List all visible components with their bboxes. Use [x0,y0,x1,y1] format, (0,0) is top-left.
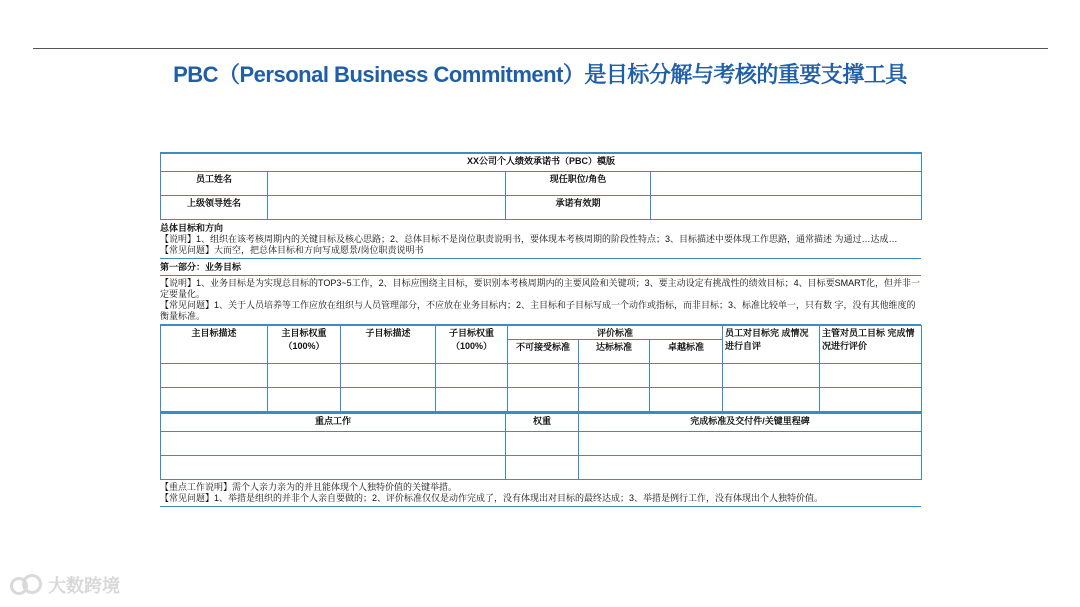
goal-cell[interactable] [650,363,723,387]
validity-field[interactable] [651,195,922,219]
goal-cell[interactable] [650,387,723,411]
part1-notes [160,276,921,325]
goal-cell[interactable] [820,387,922,411]
col-main-desc: 主目标描述 [161,325,268,363]
goal-cell[interactable] [436,363,508,387]
weight-header: 权重 [506,413,579,432]
col-eval: 评价标准 [508,325,723,339]
deliverables-header: 完成标准及交付件/关键里程碑 [579,413,922,432]
form-header-table [160,152,922,220]
overall-problem: 【常见问题】大而空，把总体目标和方向写成愿景/岗位职责说明书 [160,244,424,255]
col-self-eval: 员工对目标完 成情况进行自评 [723,325,820,363]
position-field[interactable] [651,171,922,195]
col-main-weight-label: 主目标权重 [281,327,327,338]
business-goals-table [160,325,922,412]
employee-name-label: 员工姓名 [161,171,268,195]
manager-field[interactable] [268,195,506,219]
goal-cell[interactable] [268,363,341,387]
form-header: XX公司个人绩效承诺书（PBC）模版 [161,153,922,171]
validity-label: 承诺有效期 [506,195,651,219]
key-work-cell[interactable] [161,456,506,480]
deliverables-cell[interactable] [579,432,922,456]
col-mgr-eval: 主管对员工目标 完成情况进行评价 [820,325,922,363]
employee-name-field[interactable] [268,171,506,195]
key-note: 【重点工作说明】需个人亲力亲为的并且能体现个人独特价值的关键举措。 [160,482,458,492]
goal-cell[interactable] [341,387,436,411]
top-divider [33,48,1048,49]
watermark-logo-icon [10,574,42,596]
goal-cell[interactable] [579,363,650,387]
part1-section [160,259,921,276]
goal-cell[interactable] [723,387,820,411]
pbc-form [160,152,921,507]
col-meets: 达标标准 [579,339,650,363]
goal-cell[interactable] [161,387,268,411]
col-sub-weight [436,325,508,363]
key-work-cell[interactable] [161,432,506,456]
part1-title: 第一部分：业务目标 [160,261,242,272]
overall-note: 【说明】1、组织在该考核周期内的关键目标及核心思路；2、总体目标不是岗位职责说明书，要体现本考核周期的阶段性特点；3、目标描述中要体现工作思路，通常描述 为通过…达成… [160,233,898,244]
goal-cell[interactable] [508,363,579,387]
goal-cell[interactable] [161,363,268,387]
part1-note: 【说明】1、业务目标是为实现总目标的TOP3~5工作，2、目标应围绕主目标，要识别本考核周期内的主要风险和关键项；3、要主动设定有挑战性的绩效目标；4、目标要SMART化，但并非一定要量化。 [160,277,920,299]
goal-cell[interactable] [436,387,508,411]
goal-cell[interactable] [723,363,820,387]
manager-label: 上级领导姓名 [161,195,268,219]
col-sub-weight-pct: （100%） [450,340,493,351]
deliverables-cell[interactable] [579,456,922,480]
overall-section [160,220,921,259]
goal-cell[interactable] [268,387,341,411]
goal-cell[interactable] [579,387,650,411]
position-label: 现任职位/角色 [506,171,651,195]
goal-cell[interactable] [820,363,922,387]
col-unacceptable: 不可接受标准 [508,339,579,363]
key-work-notes [160,480,921,507]
overall-title: 总体目标和方向 [160,222,224,233]
col-sub-weight-label: 子目标权重 [448,327,494,338]
goal-cell[interactable] [508,387,579,411]
key-work-header: 重点工作 [161,413,506,432]
col-sub-desc: 子目标描述 [341,325,436,363]
key-work-table [160,412,922,481]
col-main-weight-pct: （100%） [283,340,325,351]
col-main-weight [268,325,341,363]
key-problem: 【常见问题】1、举措是组织的并非个人亲自要做的；2、评价标准仅仅是动作完成了，没有体现出对目标的最终达成；3、举措是例行工作，没有体现出个人独特价值。 [160,493,824,503]
col-excellent: 卓越标准 [650,339,723,363]
watermark-text: 大数跨境 [48,576,120,596]
part1-problem: 【常见问题】1、关于人员培养等工作应放在组织与人员管理部分，不应放在业务目标内；2、主目标和子目标写成一个动作或指标，而非目标；3、标准比较单一，只有数 字，没有其他维度的衡量标准。 [160,299,916,321]
page-title: PBC（Personal Business Commitment）是目标分解与考核的重要支撑工具 [173,62,907,87]
weight-cell[interactable] [506,432,579,456]
weight-cell[interactable] [506,456,579,480]
watermark [10,572,120,598]
goal-cell[interactable] [341,363,436,387]
